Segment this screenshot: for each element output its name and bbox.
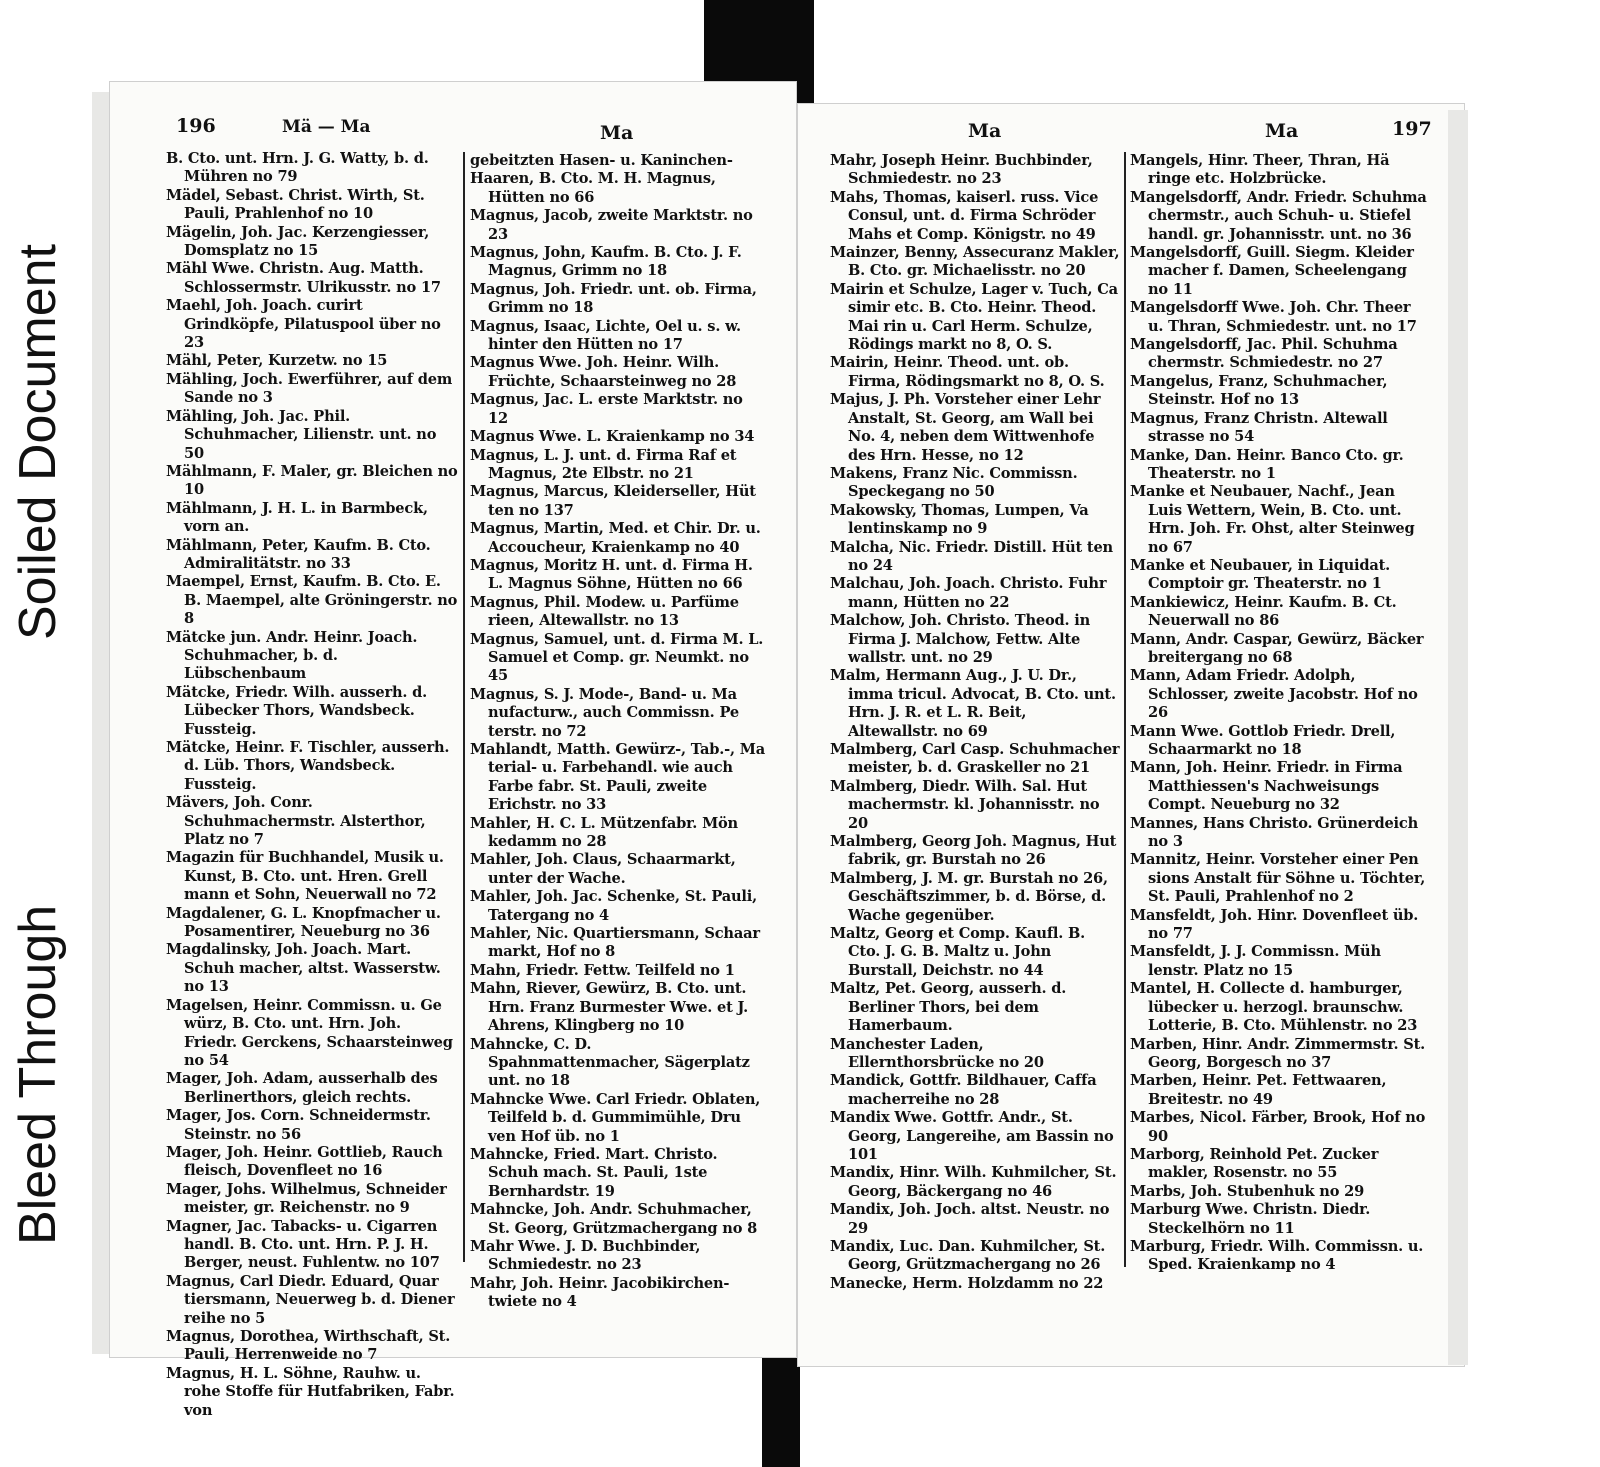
directory-entry: Manke, Dan. Heinr. Banco Cto. gr. Theaterstr. no 1 [1130,446,1404,482]
directory-entry: Mandix Wwe. Gottfr. Andr., St. Georg, Langereihe, am Bassin no 101 [830,1109,1114,1163]
directory-entry: Mairin et Schulze, Lager v. Tuch, Ca simir etc. B. Cto. Heinr. Theod. Mai rin u. Carl Herm. Schulze, Rödings markt no 8, O. S. [830,280,1118,354]
directory-entry: Marburg, Friedr. Wilh. Commissn. u. Sped. Kraienkamp no 4 [1130,1237,1424,1274]
directory-entry: Magdalinsky, Joh. Joach. Mart. Schuh macher, altst. Wasserstw. no 13 [166,941,441,996]
directory-entry: Maltz, Georg et Comp. Kaufl. B. Cto. J. G. B. Maltz u. John Burstall, Deichstr. no 44 [830,925,1086,979]
directory-entry: Malchau, Joh. Joach. Christo. Fuhr mann, Hütten no 22 [830,575,1107,611]
left-col2-head: Ma [600,122,634,144]
directory-entry: Manke et Neubauer, in Liquidat. Comptoir gr. Theaterstr. no 1 [1130,556,1391,593]
directory-entry: Mansfeldt, Joh. Hinr. Dovenfleet üb. no 77 [1130,906,1419,943]
directory-entry: Mahlandt, Matth. Gewürz-, Tab.-, Ma terial- u. Farbehandl. wie auch Farbe fabr. St. Pauli, zweite Erichstr. no 33 [470,741,765,814]
directory-entry: Magnus, Martin, Med. et Chir. Dr. u. Accoucheur, Kraienkamp no 40 [470,520,761,556]
directory-entry: Magnus, Phil. Modew. u. Parfüme rieen, Altewallstr. no 13 [470,593,739,630]
directory-entry: Mann Wwe. Gottlob Friedr. Drell, Schaarmarkt no 18 [1130,722,1396,758]
directory-entry: Mähl Wwe. Christn. Aug. Matth. Schlossermstr. Ulrikusstr. no 17 [166,260,441,296]
directory-entry: Mainzer, Benny, Assecuranz Makler, B. Cto. gr. Michaelisstr. no 20 [830,244,1120,280]
directory-entry: Maempel, Ernst, Kaufm. B. Cto. E. B. Maempel, alte Gröningerstr. no 8 [166,573,458,628]
left-column-rule [463,152,465,1262]
directory-entry: Magnus, L. J. unt. d. Firma Raf et Magnus, 2te Elbstr. no 21 [470,446,737,482]
directory-entry: Mätcke jun. Andr. Heinr. Joach. Schuhmacher, b. d. Lübschenbaum [166,628,418,683]
directory-entry: Mahr, Joh. Heinr. Jacobikirchen- twiete no 4 [470,1274,730,1311]
spine-bar-bottom [762,1348,800,1467]
directory-entry: Mätcke, Friedr. Wilh. ausserh. d. Lübecker Thors, Wandsbeck. Fussteig. [166,683,428,738]
directory-entry: Marben, Hinr. Andr. Zimmermstr. St. Georg, Borgesch no 37 [1130,1035,1425,1071]
right-column-rule [1124,152,1126,1267]
directory-entry: Marbes, Nicol. Färber, Brook, Hof no 90 [1130,1109,1426,1145]
directory-entry: B. Cto. unt. Hrn. J. G. Watty, b. d. Mühren no 79 [166,150,429,186]
directory-entry: Mandix, Hinr. Wilh. Kuhmilcher, St. Georg, Bäckergang no 46 [830,1164,1117,1200]
directory-entry: Mähling, Joh. Jac. Phil. Schuhmacher, Lilienstr. unt. no 50 [166,407,437,462]
directory-entry: Mager, Joh. Heinr. Gottlieb, Rauch fleisch, Dovenfleet no 16 [166,1143,443,1180]
directory-entry: Mangelsdorff, Jac. Phil. Schuhma chermstr. Schmiedestr. no 27 [1130,336,1398,372]
directory-entry: Magnus, Joh. Friedr. unt. ob. Firma, Grimm no 18 [470,280,757,317]
directory-entry: Marben, Heinr. Pet. Fettwaaren, Breitestr. no 49 [1130,1072,1387,1108]
directory-entry: Marbs, Joh. Stubenhuk no 29 [1130,1182,1365,1200]
directory-entry: Marborg, Reinhold Pet. Zucker makler, Rosenstr. no 55 [1130,1145,1379,1182]
directory-entry: Malm, Hermann Aug., J. U. Dr., imma tricul. Advocat, B. Cto. unt. Hrn. J. R. et L. R. Beit, Altewallstr. no 69 [830,667,1116,740]
directory-entry: Magnus, Moritz H. unt. d. Firma H. L. Magnus Söhne, Hütten no 66 [470,556,753,593]
directory-entry: Mankiewicz, Heinr. Kaufm. B. Ct. Neuerwall no 86 [1130,593,1397,630]
left-column-2 [470,152,766,1311]
right-page-number: 197 [1392,118,1432,140]
directory-entry: Magazin für Buchhandel, Musik u. Kunst, B. Cto. unt. Hren. Grell mann et Sohn, Neuerwall no 72 [166,849,444,904]
directory-entry: Mahs, Thomas, kaiserl. russ. Vice Consul, unt. d. Firma Schröder Mahs et Comp. Königstr. no 49 [830,188,1099,243]
right-page-edge [1448,110,1468,1365]
directory-entry: Malcha, Nic. Friedr. Distill. Hüt ten no 24 [830,538,1113,574]
directory-entry: Magnus Wwe. Joh. Heinr. Wilh. Früchte, Schaarsteinweg no 28 [470,354,737,390]
directory-entry: Magnus, Franz Christn. Altewall strasse no 54 [1130,409,1388,446]
left-running-head: Mä — Ma [282,117,371,137]
directory-entry: Mairin, Heinr. Theod. unt. ob. Firma, Rödingsmarkt no 8, O. S. [830,354,1105,390]
directory-entry: Maltz, Pet. Georg, ausserh. d. Berliner Thors, bei dem Hamerbaum. [830,980,1067,1035]
directory-entry: Magnus Wwe. L. Kraienkamp no 34 [470,428,755,446]
directory-entry: gebeitzten Hasen- u. Kaninchen- [470,152,733,169]
directory-entry: Magnus, Jacob, zweite Marktstr. no 23 [470,207,753,243]
right-column-2 [1130,152,1430,1274]
directory-entry: Manchester Laden, Ellernthorsbrücke no 20 [830,1035,1044,1071]
directory-entry: Maehl, Joh. Joach. curirt Grindköpfe, Pilatuspool über no 23 [166,297,441,352]
directory-entry: Mählmann, Peter, Kaufm. B. Cto. Admiralitätstr. no 33 [166,536,431,572]
left-page-number: 196 [176,115,216,137]
directory-entry: Mannitz, Heinr. Vorsteher einer Pen sions Anstalt für Söhne u. Töchter, St. Pauli, Prahlenhof no 2 [1130,851,1426,906]
directory-entry: Mangelsdorff, Guill. Siegm. Kleider macher f. Damen, Scheelengang no 11 [1130,244,1414,298]
directory-entry: Malmberg, J. M. gr. Burstah no 26, Geschäftszimmer, b. d. Börse, d. Wache gegenüber. [830,869,1108,924]
directory-entry: Mägelin, Joh. Jac. Kerzengiesser, Domsplatz no 15 [166,223,430,260]
directory-entry: Mannes, Hans Christo. Grünerdeich no 3 [1130,814,1418,851]
directory-entry: Mahr, Joseph Heinr. Buchbinder, Schmiedestr. no 23 [830,152,1093,188]
directory-entry: Mahler, Joh. Claus, Schaarmarkt, unter der Wache. [470,851,736,887]
directory-entry: Mangelsdorff Wwe. Joh. Chr. Theer u. Thran, Schmiedestr. unt. no 17 [1130,299,1417,335]
directory-entry: Mansfeldt, J. J. Commissn. Müh lenstr. Platz no 15 [1130,943,1381,979]
directory-entry: Mantel, H. Collecte d. hamburger, lübecker u. herzogl. braunschw. Lotterie, B. Cto. Mühlenstr. no 23 [1130,980,1418,1035]
directory-entry: Mahncke, Fried. Mart. Christo. Schuh mach. St. Pauli, 1ste Bernhardstr. 19 [470,1145,718,1200]
directory-entry: Mann, Joh. Heinr. Friedr. in Firma Matthiessen's Nachweisungs Compt. Neueburg no 32 [1130,759,1403,814]
directory-entry: Mahncke, C. D. Spahnmattenmacher, Sägerplatz unt. no 18 [470,1035,750,1090]
directory-entry: Mandick, Gottfr. Bildhauer, Caffa macherreihe no 28 [830,1072,1097,1108]
directory-entry: Magnus, Carl Diedr. Eduard, Quar tiersmann, Neuerweg b. d. Diener reihe no 5 [166,1272,455,1327]
directory-entry: Mann, Andr. Caspar, Gewürz, Bäcker breitergang no 68 [1130,630,1424,666]
directory-entry: Malchow, Joh. Christo. Theod. in Firma J. Malchow, Fettw. Alte wallstr. unt. no 29 [830,612,1090,666]
directory-entry: Mandix, Joh. Joch. altst. Neustr. no 29 [830,1201,1110,1237]
directory-entry: Magnus, H. L. Söhne, Rauhw. u. rohe Stoffe für Hutfabriken, Fabr. von [166,1364,455,1419]
directory-entry: Magnus, Dorothea, Wirthschaft, St. Pauli, Herrenweide no 7 [166,1328,451,1364]
directory-entry: Magnus, Marcus, Kleiderseller, Hüt ten no 137 [470,483,756,519]
directory-entry: Makens, Franz Nic. Commissn. Speckegang no 50 [830,464,1078,501]
directory-entry: Mahler, H. C. L. Mützenfabr. Mön kedamm no 28 [470,814,738,851]
right-running-head: Ma [1265,120,1299,142]
left-column-1 [166,150,458,1419]
directory-entry: Mähling, Joch. Ewerführer, auf dem Sande no 3 [166,370,453,407]
directory-entry: Manecke, Herm. Holzdamm no 22 [830,1274,1104,1292]
directory-entry: Magner, Jac. Tabacks- u. Cigarren handl. B. Cto. unt. Hrn. P. J. H. Berger, neust. Fuhlentw. no 107 [166,1217,440,1272]
directory-entry: Mävers, Joh. Conr. Schuhmachermstr. Alsterthor, Platz no 7 [166,794,426,849]
directory-entry: Malmberg, Carl Casp. Schuhmacher meister, b. d. Graskeller no 21 [830,741,1120,777]
directory-entry: Magnus, Jac. L. erste Marktstr. no 12 [470,391,743,427]
directory-entry: Mager, Joh. Adam, ausserhalb des Berlinerthors, gleich rechts. [166,1070,438,1106]
directory-entry: Magnus, S. J. Mode-, Band- u. Ma nufacturw., auch Commissn. Pe terstr. no 72 [470,685,739,740]
directory-entry: Mahncke, Joh. Andr. Schuhmacher, St. Georg, Grützmachergang no 8 [470,1201,758,1237]
directory-entry: Magnus, Samuel, unt. d. Firma M. L. Samuel et Comp. gr. Neumkt. no 45 [470,630,764,685]
directory-entry: Magdalener, G. L. Knopfmacher u. Posamentirer, Neueburg no 36 [166,904,441,941]
directory-entry: Haaren, B. Cto. M. H. Magnus, Hütten no 66 [470,170,716,206]
directory-entry: Marburg Wwe. Christn. Diedr. Steckelhörn no 11 [1130,1201,1371,1237]
directory-entry: Mahncke Wwe. Carl Friedr. Oblaten, Teilfeld b. d. Gummimühle, Dru ven Hof üb. no 1 [470,1090,761,1145]
bleed-through-label: Bleed Through [9,904,67,1245]
directory-entry: Mähl, Peter, Kurzetw. no 15 [166,352,388,370]
directory-entry: Malmberg, Georg Joh. Magnus, Hut fabrik, gr. Burstah no 26 [830,833,1117,869]
right-col1-head: Ma [968,120,1002,142]
directory-entry: Mahr Wwe. J. D. Buchbinder, Schmiedestr. no 23 [470,1237,701,1274]
directory-entry: Magnus, Isaac, Lichte, Oel u. s. w. hinter den Hütten no 17 [470,317,741,354]
directory-entry: Magnus, John, Kaufm. B. Cto. J. F. Magnus, Grimm no 18 [470,244,742,280]
soiled-document-label: Soiled Document [9,244,67,640]
directory-entry: Mahn, Riever, Gewürz, B. Cto. unt. Hrn. Franz Burmester Wwe. et J. Ahrens, Klingberg no 10 [470,980,749,1035]
directory-entry: Mahn, Friedr. Fettw. Teilfeld no 1 [470,961,735,979]
directory-entry: Mann, Adam Friedr. Adolph, Schlosser, zweite Jacobstr. Hof no 26 [1130,667,1418,722]
directory-entry: Makowsky, Thomas, Lumpen, Va lentinskamp no 9 [830,501,1089,538]
directory-entry: Mädel, Sebast. Christ. Wirth, St. Pauli, Prahlenhof no 10 [166,186,425,223]
directory-entry: Mählmann, F. Maler, gr. Bleichen no 10 [166,462,458,499]
directory-entry: Mahler, Joh. Jac. Schenke, St. Pauli, Tatergang no 4 [470,888,758,924]
directory-entry: Mätcke, Heinr. F. Tischler, ausserh. d. Lüb. Thors, Wandsbeck. Fussteig. [166,739,450,793]
directory-entry: Majus, J. Ph. Vorsteher einer Lehr Anstalt, St. Georg, am Wall bei No. 4, neben dem Wittwenhofe des Hrn. Hesse, no 12 [830,391,1101,464]
directory-entry: Mangelus, Franz, Schuhmacher, Steinstr. Hof no 13 [1130,372,1388,409]
directory-entry: Malmberg, Diedr. Wilh. Sal. Hut machermstr. kl. Johannisstr. no 20 [830,777,1100,832]
directory-entry: Mählmann, J. H. L. in Barmbeck, vorn an. [166,499,428,536]
directory-entry: Mager, Johs. Wilhelmus, Schneider meister, gr. Reichenstr. no 9 [166,1180,447,1217]
directory-entry: Magelsen, Heinr. Commissn. u. Ge würz, B. Cto. unt. Hrn. Joh. Friedr. Gerckens, Schaarsteinweg no 54 [166,996,453,1069]
directory-entry: Manke et Neubauer, Nachf., Jean Luis Wettern, Wein, B. Cto. unt. Hrn. Joh. Fr. Ohst, alter Steinweg no 67 [1130,483,1415,556]
right-column-1 [830,152,1120,1292]
directory-entry: Mandix, Luc. Dan. Kuhmilcher, St. Georg, Grützmachergang no 26 [830,1237,1106,1274]
directory-entry: Mager, Jos. Corn. Schneidermstr. Steinstr. no 56 [166,1107,431,1143]
directory-entry: Mangels, Hinr. Theer, Thran, Hä ringe etc. Holzbrücke. [1130,152,1390,188]
directory-entry: Mangelsdorff, Andr. Friedr. Schuhma chermstr., auch Schuh- u. Stiefel handl. gr. Johannisstr. unt. no 36 [1130,188,1427,243]
directory-entry: Mahler, Nic. Quartiersmann, Schaar markt, Hof no 8 [470,925,760,961]
